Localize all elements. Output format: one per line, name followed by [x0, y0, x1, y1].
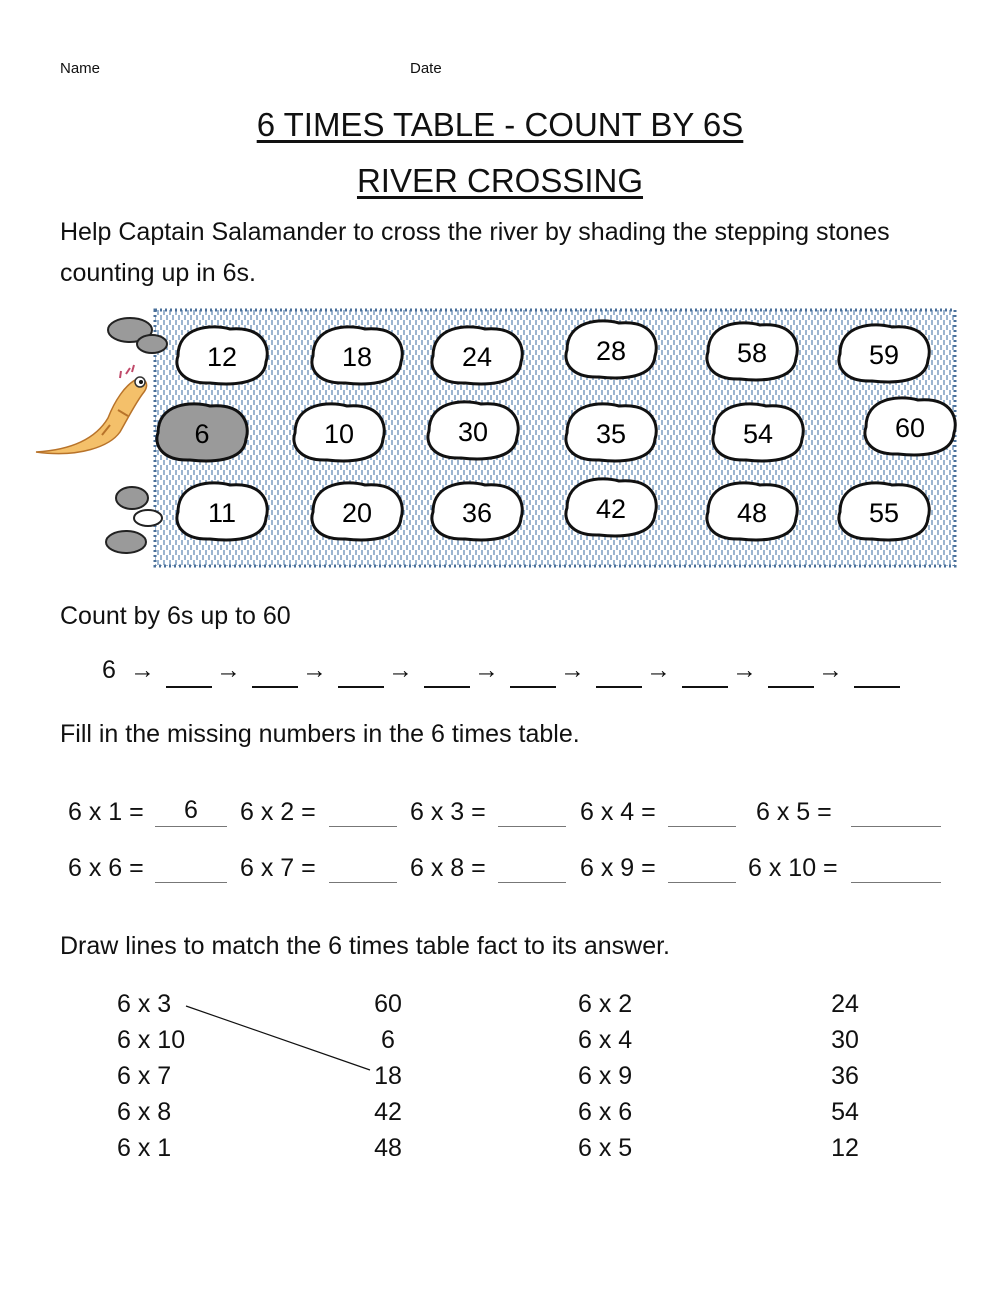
arrow-icon: → [302, 656, 327, 684]
fact-right[interactable]: 6 x 4 [578, 1026, 633, 1054]
answer-left[interactable]: 6 [381, 1026, 395, 1054]
count-heading: Count by 6s up to 60 [60, 602, 291, 630]
stone-number: 20 [341, 498, 373, 528]
answer-field[interactable]: 6 [155, 794, 227, 827]
answer-right[interactable]: 12 [831, 1134, 859, 1162]
instructions: Help Captain Salamander to cross the river by shading the stepping stones counting up in 6s. [60, 218, 890, 287]
answer-left[interactable]: 48 [374, 1134, 402, 1162]
fact-right[interactable]: 6 x 5 [578, 1134, 633, 1162]
stone-number: 6 [194, 419, 210, 449]
equation-label: 6 x 4 = [580, 798, 656, 826]
stone-number: 24 [461, 342, 493, 372]
answer-left[interactable]: 42 [374, 1098, 402, 1126]
fact-left[interactable]: 6 x 1 [117, 1134, 172, 1162]
arrow-icon: → [474, 656, 499, 684]
stone-number: 42 [595, 494, 627, 524]
fact-left[interactable]: 6 x 7 [117, 1062, 172, 1090]
fact-left[interactable]: 6 x 8 [117, 1098, 172, 1126]
stone-number: 11 [207, 498, 237, 528]
stone-number: 59 [868, 340, 900, 370]
arrow-icon: → [130, 656, 155, 684]
equation-label: 6 x 3 = [410, 798, 486, 826]
arrow-icon: → [732, 656, 757, 684]
fill-heading: Fill in the missing numbers in the 6 times table. [60, 720, 580, 748]
arrow-icon: → [646, 656, 671, 684]
stone-number: 35 [595, 419, 627, 449]
stone-number: 28 [595, 336, 627, 366]
equation-label: 6 x 1 = [68, 798, 144, 826]
stone-number: 12 [206, 342, 238, 372]
stone-number: 10 [323, 419, 355, 449]
equation-label: 6 x 7 = [240, 854, 316, 882]
answer-right[interactable]: 54 [831, 1098, 859, 1126]
answer-right[interactable]: 24 [831, 990, 859, 1018]
equation-label: 6 x 5 = [756, 798, 832, 826]
stone-number: 30 [457, 417, 489, 447]
answer-left[interactable]: 60 [374, 990, 402, 1018]
fact-right[interactable]: 6 x 9 [578, 1062, 633, 1090]
page-subtitle: RIVER CROSSING [356, 162, 644, 199]
fact-left[interactable]: 6 x 3 [117, 990, 172, 1018]
stone-number: 48 [736, 498, 768, 528]
stone-number: 58 [736, 338, 768, 368]
answer-right[interactable]: 30 [831, 1026, 859, 1054]
answer-left[interactable]: 18 [374, 1062, 402, 1090]
stone-number: 54 [742, 419, 774, 449]
stone-number: 18 [341, 342, 373, 372]
arrow-icon: → [560, 656, 585, 684]
arrow-icon: → [216, 656, 241, 684]
fact-right[interactable]: 6 x 2 [578, 990, 633, 1018]
page-title: 6 TIMES TABLE - COUNT BY 6S [256, 106, 744, 143]
stone-number: 60 [894, 413, 926, 443]
fact-right[interactable]: 6 x 6 [578, 1098, 633, 1126]
equation-label: 6 x 6 = [68, 854, 144, 882]
arrow-icon: → [818, 656, 843, 684]
stone-number: 36 [461, 498, 493, 528]
arrow-icon: → [388, 656, 413, 684]
answer-right[interactable]: 36 [831, 1062, 859, 1090]
count-start: 6 [102, 656, 116, 684]
stone-number: 55 [868, 498, 900, 528]
match-heading: Draw lines to match the 6 times table fact to its answer. [60, 932, 670, 960]
equation-label: 6 x 8 = [410, 854, 486, 882]
name-label: Name [60, 60, 101, 77]
equation-label: 6 x 2 = [240, 798, 316, 826]
equation-label: 6 x 10 = [748, 854, 838, 882]
date-label: Date [410, 60, 442, 77]
equation-label: 6 x 9 = [580, 854, 656, 882]
fact-left[interactable]: 6 x 10 [117, 1026, 186, 1054]
